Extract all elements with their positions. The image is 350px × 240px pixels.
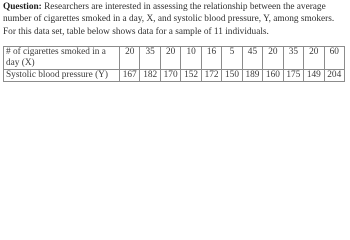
cigarettes-value: 5 bbox=[222, 47, 242, 70]
blood-pressure-row bbox=[4, 70, 345, 82]
cigarettes-row bbox=[4, 47, 345, 70]
blood-pressure-value: 172 bbox=[201, 70, 221, 82]
blood-pressure-value: 150 bbox=[222, 70, 242, 82]
cigarettes-value: 35 bbox=[140, 47, 160, 70]
question-lead: Question: bbox=[3, 2, 42, 12]
blood-pressure-value: 175 bbox=[283, 70, 303, 82]
cigarettes-value: 60 bbox=[324, 47, 344, 70]
cigarettes-value: 45 bbox=[242, 47, 262, 70]
cigarettes-value: 35 bbox=[283, 47, 303, 70]
blood-pressure-value: 149 bbox=[304, 70, 324, 82]
blood-pressure-value: 167 bbox=[120, 70, 140, 82]
cigarettes-value: 20 bbox=[304, 47, 324, 70]
blood-pressure-row-label: Systolic blood pressure (Y) bbox=[4, 70, 120, 82]
cigarettes-value: 20 bbox=[120, 47, 140, 70]
question-text bbox=[3, 1, 348, 38]
cigarettes-row-label: # of cigarettes smoked in a day (X) bbox=[4, 47, 120, 70]
data-table bbox=[3, 46, 345, 82]
blood-pressure-value: 152 bbox=[181, 70, 201, 82]
blood-pressure-value: 189 bbox=[242, 70, 262, 82]
question-body: Researchers are interested in assessing the relationship between the average number of cigarettes smoked in a day, X, and systolic blood pressure, Y, among smokers. For this data set, table below shows data for a sample of 11 individuals. bbox=[3, 2, 335, 37]
cigarettes-value: 16 bbox=[201, 47, 221, 70]
cigarettes-value: 10 bbox=[181, 47, 201, 70]
blood-pressure-value: 204 bbox=[324, 70, 344, 82]
blood-pressure-value: 170 bbox=[160, 70, 180, 82]
cigarettes-value: 20 bbox=[263, 47, 283, 70]
cigarettes-value: 20 bbox=[160, 47, 180, 70]
blood-pressure-value: 160 bbox=[263, 70, 283, 82]
blood-pressure-value: 182 bbox=[140, 70, 160, 82]
